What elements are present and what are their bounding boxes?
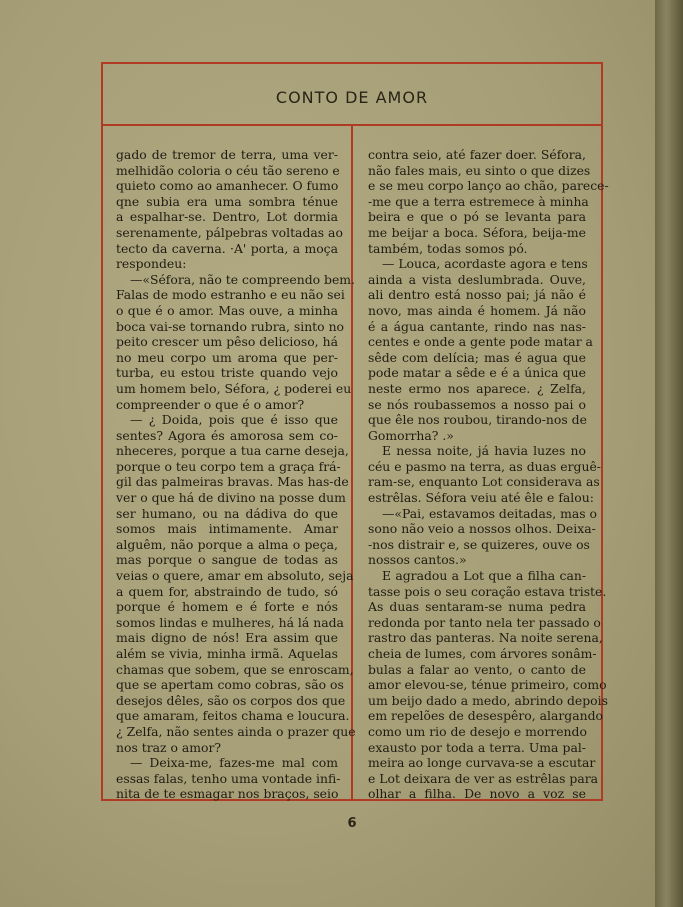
text-line: contra seio, até fazer doer. Séfora, — [368, 147, 586, 162]
text-line: em repelões de desespêro, alargando — [368, 708, 603, 724]
text-line: nheceres, porque a tua carne deseja, — [116, 443, 349, 459]
text-line: ainda a vista deslumbrada. Ouve, — [368, 271, 586, 287]
text-line: exausto por toda a terra. Uma pal- — [368, 739, 586, 755]
text-line: —«Pai, estavamos deitadas, mas o — [382, 505, 597, 521]
text-line: um homem belo, Séfora, ¿ poderei eu — [116, 380, 352, 396]
text-line: nita de te esmagar nos braços, seio — [116, 786, 339, 802]
text-line: cheia de lumes, com árvores sonâm- — [368, 646, 597, 661]
text-line: rastro das panteras. Na noite serena, — [368, 630, 603, 646]
text-line: porque é homem e é forte e nós — [116, 599, 338, 615]
text-line: — Louca, acordaste agora e tens — [382, 256, 588, 272]
text-line: Falas de modo estranho e eu não sei — [116, 287, 345, 303]
text-line: — Deixa-me, fazes-me mal com — [130, 755, 338, 771]
text-line: melhidão coloria o céu tão sereno e — [116, 162, 340, 178]
text-line: e Lot deixara de ver as estrêlas para — [368, 770, 599, 786]
text-line: ver o que há de divino na posse dum — [116, 490, 346, 506]
text-line: As duas sentaram-se numa pedra — [368, 599, 586, 615]
text-line: alguêm, não porque a alma o peça, — [116, 536, 338, 552]
text-line: -me que a terra estremece à minha — [368, 193, 589, 209]
right-text-column — [368, 147, 609, 802]
text-line: também, todas somos pó. — [368, 240, 528, 256]
text-line: é a água cantante, rindo nas nas- — [368, 318, 586, 334]
left-text-column — [116, 147, 356, 802]
text-line: mais digno de nós! Era assim que — [116, 630, 338, 646]
text-line: quieto como ao amanhecer. O fumo — [116, 178, 339, 194]
text-line: que êle nos roubou, tirando-nos de — [368, 412, 587, 428]
text-line: a espalhar-se. Dentro, Lot dormia — [116, 209, 338, 225]
text-line: estrêlas. Séfora veiu até êle e falou: — [368, 490, 594, 506]
text-line: Gomorrha? .» — [368, 427, 454, 443]
text-line: bulas a falar ao vento, o canto de — [368, 661, 586, 677]
text-line: no meu corpo um aroma que per- — [116, 349, 338, 365]
text-line: E agradou a Lot que a filha can- — [382, 568, 586, 584]
text-line: -nos distrair e, se quizeres, ouve os — [368, 536, 590, 552]
text-line: qne subia era uma sombra ténue — [116, 193, 338, 209]
column-divider — [351, 124, 353, 801]
text-line: somos mais intimamente. Amar — [116, 521, 338, 537]
text-line: E nessa noite, já havia luzes no — [382, 443, 586, 459]
text-line: ali dentro está nosso pai; já não é — [368, 287, 586, 303]
text-line: gado de tremor de terra, uma ver- — [116, 147, 338, 162]
text-line: —«Séfora, não te compreendo bem. — [130, 271, 355, 287]
text-line: nos traz o amor? — [116, 739, 222, 755]
text-line: compreender o que é o amor? — [116, 396, 305, 412]
text-line: um beijo dado a medo, abrindo depois — [368, 692, 608, 708]
text-line: me beijar a boca. Séfora, beija-me — [368, 224, 586, 240]
text-line: serenamente, pálpebras voltadas ao — [116, 224, 343, 240]
text-line: veias o quere, amar em absoluto, seja — [116, 568, 354, 584]
text-line: beira e que o pó se levanta para — [368, 209, 586, 225]
page-number: 6 — [347, 816, 357, 831]
text-line: tecto da caverna. ·A' porta, a moça — [116, 240, 338, 256]
text-line: a quem for, abstraindo de tudo, só — [116, 583, 338, 599]
text-line: redonda por tanto nela ter passado o — [368, 614, 601, 630]
text-line: porque o teu corpo tem a graça frá- — [116, 458, 341, 474]
text-line: que se apertam como cobras, são os — [116, 677, 344, 693]
text-line: peito crescer um pêso delicioso, há — [116, 334, 338, 350]
text-line: se nós roubassemos a nosso pai o — [368, 396, 586, 412]
text-line: nossos cantos.» — [368, 552, 467, 568]
text-line: mas porque o sangue de todas as — [116, 552, 338, 568]
text-line: tasse pois o seu coração estava triste. — [368, 583, 607, 599]
text-line: sentes? Agora és amorosa sem co- — [116, 427, 338, 443]
text-line: ¿ Zelfa, não sentes ainda o prazer que — [116, 723, 356, 739]
text-line: centes e onde a gente pode matar a — [368, 334, 593, 350]
text-line: o que é o amor. Mas ouve, a minha — [116, 302, 338, 318]
text-line: olhar a filha. De novo a voz se — [368, 786, 586, 802]
text-line: e se meu corpo lanço ao chão, parece- — [368, 178, 609, 194]
text-line: boca vai-se tornando rubra, sinto no — [116, 318, 345, 334]
text-line: gil das palmeiras bravas. Mas has-de — [116, 474, 349, 490]
text-line: — ¿ Doida, pois que é isso que — [130, 412, 338, 428]
text-line: que amaram, feitos chama e loucura. — [116, 708, 350, 724]
text-line: meira ao longe curvava-se a escutar — [368, 755, 596, 771]
text-line: turba, eu estou triste quando vejo — [116, 365, 338, 381]
text-line: ser humano, ou na dádiva do que — [116, 505, 338, 521]
text-line: sêde com delícia; mas é agua que — [368, 349, 586, 365]
text-line: pode matar a sêde e é a única que — [368, 365, 586, 381]
text-line: como um rio de desejo e morrendo — [368, 723, 587, 739]
text-line: desejos dêles, são os corpos dos que — [116, 692, 346, 708]
text-line: neste ermo nos aparece. ¿ Zelfa, — [368, 380, 586, 396]
text-line: sono não veio a nossos olhos. Deixa- — [368, 521, 596, 537]
text-line: respondeu: — [116, 256, 187, 272]
text-line: somos lindas e mulheres, há lá nada — [116, 614, 344, 630]
text-line: essas falas, tenho uma vontade infi- — [116, 770, 341, 786]
text-line: amor elevou-se, ténue primeiro, como — [368, 677, 607, 693]
text-line: não fales mais, eu sinto o que dizes — [368, 162, 591, 178]
text-line: além se vivia, minha irmã. Aquelas — [116, 646, 338, 661]
page-title: CONTO DE AMOR — [275, 88, 429, 107]
text-line: ram-se, enquanto Lot considerava as — [368, 474, 600, 490]
book-spine — [655, 0, 683, 907]
text-line: céu e pasmo na terra, as duas erguê- — [368, 458, 601, 474]
text-line: chamas que sobem, que se enroscam, — [116, 661, 354, 677]
text-line: novo, mas ainda é homem. Já não — [368, 302, 586, 318]
